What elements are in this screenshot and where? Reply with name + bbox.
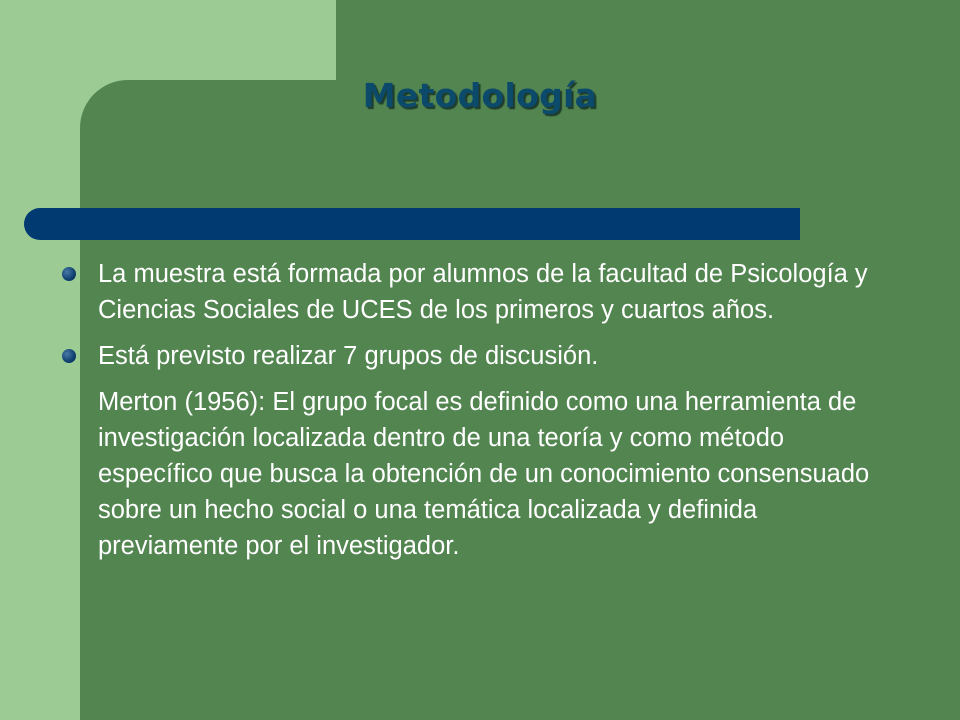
bullet-text: La muestra está formada por alumnos de la facultad de Psicología y Ciencias Sociales de UCES de los primeros y cuartos años. xyxy=(98,260,868,324)
slide-title: Metodología xyxy=(362,76,598,115)
title-divider-bar xyxy=(24,208,800,240)
bullet-text: Está previsto realizar 7 grupos de discusión. xyxy=(98,342,599,370)
slide-body xyxy=(60,256,900,564)
bullet-item xyxy=(60,256,900,328)
top-panel-block xyxy=(336,0,960,82)
bullet-dot-icon xyxy=(62,349,76,363)
bullet-item xyxy=(60,338,900,374)
quote-paragraph: Merton (1956): El grupo focal es definido como una herramienta de investigación localizada dentro de una teoría y como método específico que busca la obtención de un conocimiento consensuado sobre un hecho social o una temática localizada y definida previamente por el investigador. xyxy=(98,388,870,560)
bullet-dot-icon xyxy=(62,267,76,281)
